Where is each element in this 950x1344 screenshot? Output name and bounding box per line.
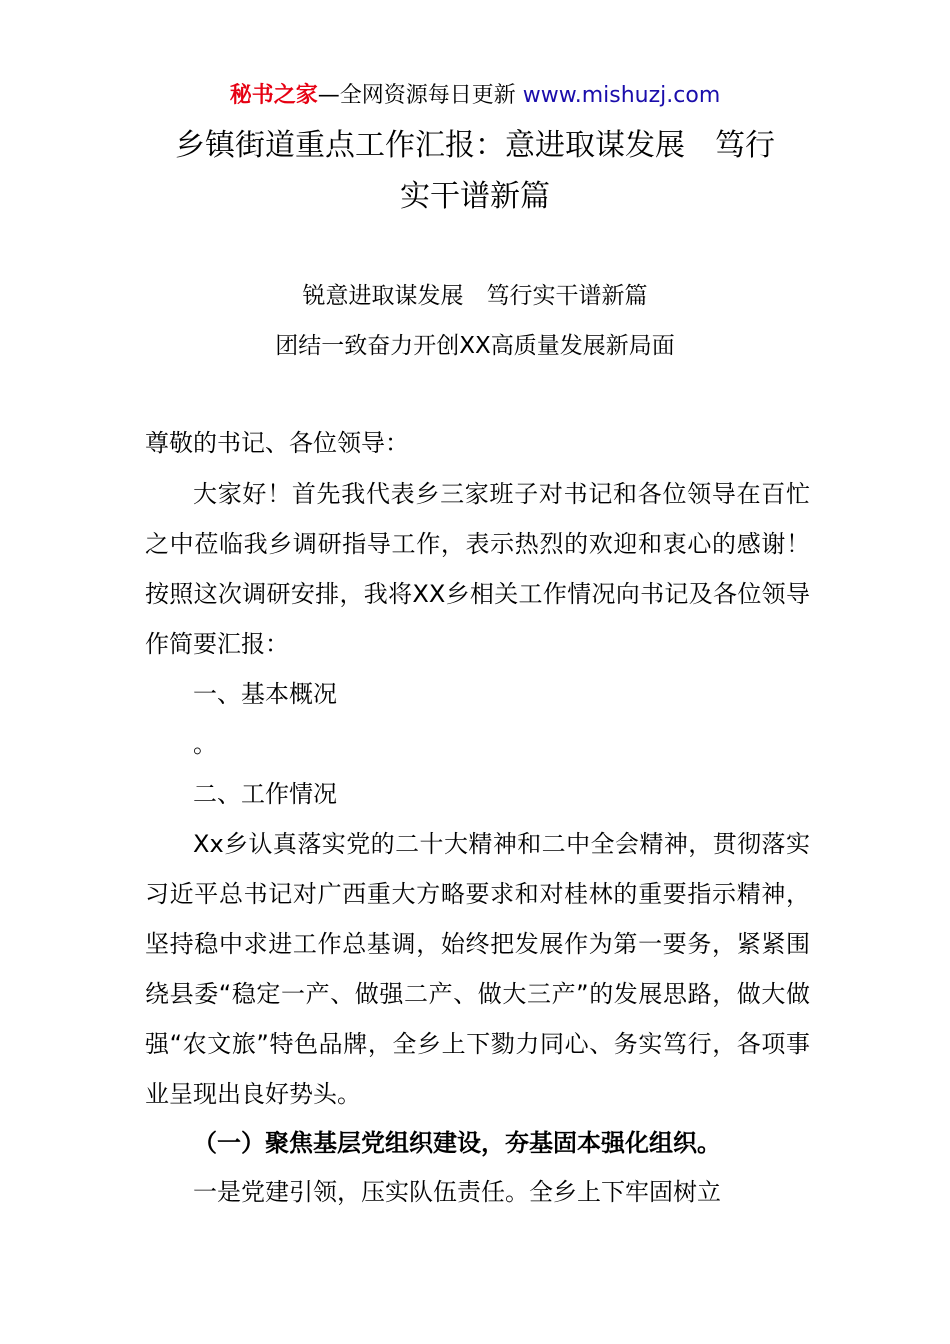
section-heading-work: 二、工作情况	[193, 780, 337, 808]
document-title-line2: 实干谱新篇	[400, 179, 550, 214]
salutation: 尊敬的书记、各位领导：	[145, 429, 409, 457]
section-heading-overview: 一、基本概况	[193, 680, 337, 708]
work-paragraph: Xx乡认真落实党的二十大精神和二中全会精神，贯彻落实习近平总书记对广西重大方略要求和对桂林的重要指示精神，坚持稳中求进工作总基调，始终把发展作为第一要务，紧紧围绕县委“稳定一产、做强二产、做大三产”的发展思路，做大做强“农文旅”特色品牌，全乡上下勠力同心、务实笃行，各项事业呈现出良好势头。	[145, 830, 810, 1108]
subsection-heading: （一）聚焦基层党组织建设，夯基固本强化组织。	[193, 1129, 721, 1157]
subtitle-line2: 团结一致奋力开创XX高质量发展新局面	[275, 333, 675, 359]
point-paragraph: 一是党建引领，压实队伍责任。全乡上下牢固树立	[193, 1178, 721, 1206]
subtitle-line1: 锐意进取谋发展 笃行实干谱新篇	[302, 283, 648, 309]
document-title-line1: 乡镇街道重点工作汇报：意进取谋发展 笃行	[175, 128, 775, 163]
brand-name: 秘书之家	[229, 83, 318, 108]
header-tagline: —全网资源每日更新	[317, 83, 523, 108]
header-url[interactable]: www.mishuzj.com	[522, 83, 721, 108]
intro-paragraph: 大家好！首先我代表乡三家班子对书记和各位领导在百忙之中莅临我乡调研指导工作，表示热烈的欢迎和衷心的感谢！按照这次调研安排，我将XX乡相关工作情况向书记及各位领导作简要汇报：	[145, 480, 810, 658]
page-header	[0, 82, 950, 110]
section-overview-content: 。	[193, 730, 217, 758]
